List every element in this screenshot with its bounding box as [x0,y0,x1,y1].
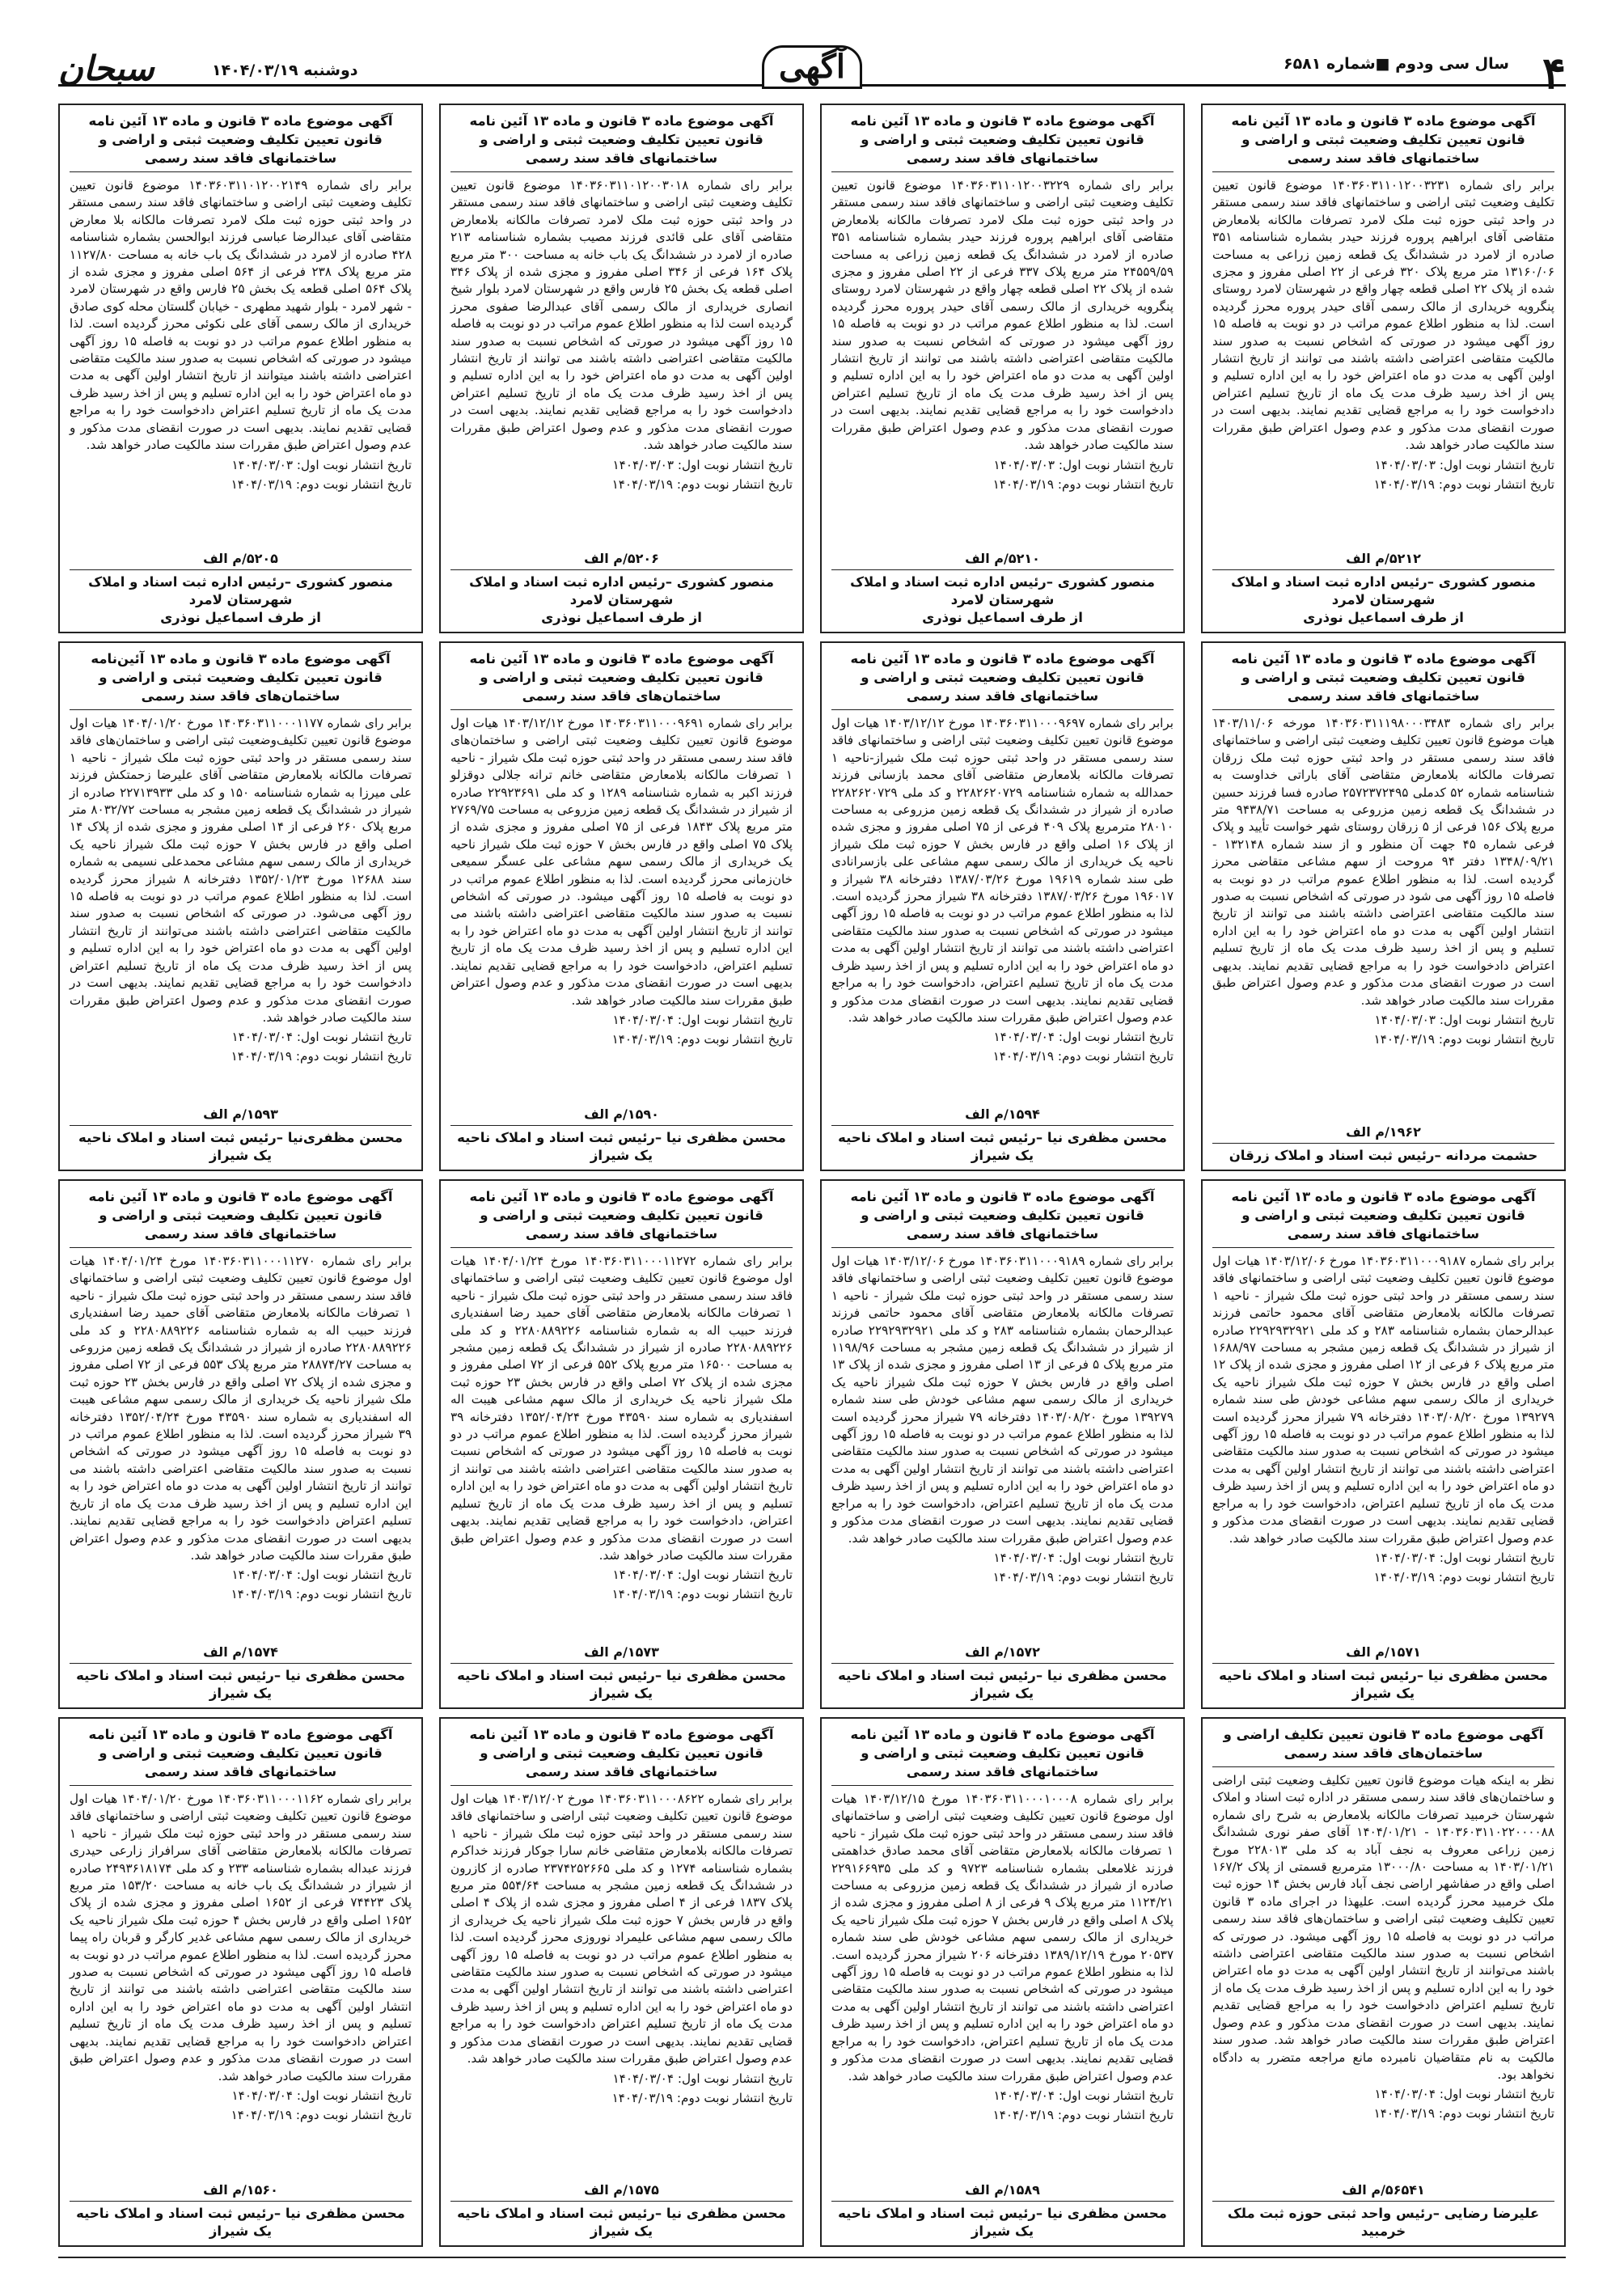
notice-box [1201,1179,1566,1709]
first-publication-date: تاریخ انتشار نوبت اول: ۱۴۰۴/۰۳/۰۴ [1374,2087,1554,2102]
notice-body: برابر رای شماره ۱۴۰۳۶۰۳۱۱۰۰۰۹۱۸۷ مورخ ۱۴۰۳/۱۲/۰۶ هیات اول موضوع قانون تعیین تکلیف وضعیت ثبتی اراضی و ساختمانهای فاقد سند رسمی مستقر در واحد ثبتی حوزه ثبت ملک شیراز - ناحیه ۱ تصرفات مالکانه بلامعارض متقاضی آقای محمود حاتمی فرزند عبدالرحمان بشماره شناسنامه ۲۸۳ و کد ملی ۲۲۹۲۹۳۲۹۲۱ صادره از شیراز در ششدانگ یک قطعه زمین مشجر به مساحت ۱۶۸۸/۹۷ متر مربع پلاک ۶ فرعی از ۱۲ اصلی مفروز و مجزی شده از پلاک ۱۲ اصلی واقع در فارس بخش ۷ حوزه ثبت ملک شیراز ناحیه یک خریداری از مالک رسمی سهم مشاعی خودش طی سند شماره ۱۳۹۲۷۹ مورخ ۱۴۰۳/۰۸/۲۰ دفترخانه ۷۹ شیراز محرز گردیده است لذا به منظور اطلاع عموم مراتب در دو نوبت به فاصله ۱۵ روز آگهی میشود در صورتی که اشخاص نسبت به صدور سند مالکیت متقاضی اعتراضی داشته باشند می توانند از تاریخ انتشار اولین آگهی به مدت دو ماه اعتراض خود را به این اداره تسلیم و پس از اخذ رسید ظرف مدت یک ماه از تاریخ تسلیم اعتراض، دادخواست خود را به مراجع قضایی تقدیم نمایند. بدیهی است در صورت انقضای مدت مذکور و عدم وصول اعتراض طبق مقررات سند مالکیت صادر خواهد شد. [1212,1254,1555,1546]
notice-body: برابر رای شماره ۱۴۰۳۶۰۳۱۱۰۰۰۹۱۸۹ مورخ ۱۴۰۳/۱۲/۰۶ هیات اول موضوع قانون تعیین تکلیف وضعیت ثبتی اراضی و ساختمانهای فاقد سند رسمی مستقر در واحد ثبتی حوزه ثبت ملک شیراز - ناحیه ۱ تصرفات مالکانه بلامعارض متقاضی آقای محمود حاتمی فرزند عبدالرحمان بشماره شناسنامه ۲۸۳ و کد ملی ۲۲۹۲۹۳۲۹۲۱ صادره از شیراز در ششدانگ یک قطعه زمین مشجر به مساحت ۱۱۹۸/۹۶ متر مربع پلاک ۵ فرعی از ۱۳ اصلی مفروز و مجزی شده از پلاک ۱۳ اصلی واقع در فارس بخش ۷ حوزه ثبت ملک شیراز ناحیه یک خریداری از مالک رسمی سهم مشاعی خودش طی سند شماره ۱۳۹۲۷۹ مورخ ۱۴۰۳/۰۸/۲۰ دفترخانه ۷۹ شیراز محرز گردیده است لذا به منظور اطلاع عموم مراتب در دو نوبت به فاصله ۱۵ روز آگهی میشود در صورتی که اشخاص نسبت به صدور سند مالکیت متقاضی اعتراضی داشته باشند می توانند از تاریخ انتشار اولین آگهی به مدت دو ماه اعتراض خود را به این اداره تسلیم و پس از اخذ رسید ظرف مدت یک ماه از تاریخ تسلیم اعتراض، دادخواست خود را به مراجع قضایی تقدیم نمایند. بدیهی است در صورت انقضای مدت مذکور و عدم وصول اعتراض طبق مقررات سند مالکیت صادر خواهد شد. [831,1254,1174,1546]
first-publication-date: تاریخ انتشار نوبت اول: ۱۴۰۴/۰۳/۰۳ [993,457,1174,472]
notice-signer: محسن مظفری نیا –رئیس ثبت اسناد و املاک ناحیه یک شیراز [831,1663,1174,1703]
notice-signer-delegate: از طرف اسماعیل نوذری [160,610,321,625]
first-publication-date: تاریخ انتشار نوبت اول: ۱۴۰۴/۰۳/۰۴ [993,1030,1174,1045]
notice-body: برابر رای شماره ۱۴۰۳۶۰۳۱۱۰۱۲۰۰۳۰۱۸ موضوع قانون تعیین تکلیف وضعیت ثبتی اراضی و ساختمانهای فاقد سند رسمی مستقر در واحد ثبتی حوزه ثبت ملک لامرد تصرفات مالکانه بلامعارض متقاضی آقای علی قائدی فرزند مصیب بشماره شناسنامه ۲۱۳ صادره از لامرد در ششدانگ یک باب خانه به مساحت ۳۰۰ متر مربع پلاک ۱۶۴ فرعی از ۳۴۶ اصلی مفروز و مجزی شده از پلاک ۳۴۶ اصلی قطعه یک بخش ۲۵ فارس واقع در شهرستان لامرد بلوار شیخ انصاری خریداری از مالک رسمی آقای عبدالرضا صفوی محرز گردیده است لذا به منظور اطلاع عموم مراتب در دو نوبت به فاصله ۱۵ روز آگهی میشود در صورتی که اشخاص نسبت به صدور سند مالکیت متقاضی اعتراضی داشته باشند می توانند از تاریخ انتشار اولین آگهی به مدت دو ماه اعتراض خود را به این اداره تسلیم و پس از اخذ رسید ظرف مدت یک ماه از تاریخ تسلیم اعتراض دادخواست خود را به مراجع قضایی تقدیم نمایند. بدیهی است در صورت انقضای مدت مذکور و عدم وصول اعتراض طبق مقررات سند مالکیت صادر خواهد شد. [450,178,793,453]
notice-signer: حشمت مردانه –رئیس ثبت اسناد و املاک زرقان [1212,1143,1554,1165]
notice-box [1201,1717,1566,2247]
notice-box [820,1717,1185,2247]
notice-body: برابر رای شماره ۱۴۰۳۶۰۳۱۱۰۱۲۰۰۳۲۲۹ موضوع قانون تعیین تکلیف وضعیت ثبتی اراضی و ساختمانهای فاقد سند رسمی مستقر در واحد ثبتی حوزه ثبت ملک لامرد تصرفات مالکانه بلامعارض متقاضی آقای ابراهیم پروره فرزند حیدر بشماره شناسنامه ۳۵۱ صادره از لامرد در ششدانگ یک قطعه زمین زراعی به مساحت ۲۴۵۵۹/۵۹ متر مربع پلاک ۳۳۷ فرعی از ۲۲ اصلی مفروز و مجزی شده از پلاک ۲۲ اصلی قطعه چهار واقع در شهرستان لامرد روستای پنگرویه خریداری از مالک رسمی آقای حیدر پروره محرز گردیده است. لذا به منظور اطلاع عموم مراتب در دو نوبت به فاصله ۱۵ روز آگهی میشود در صورتی که اشخاص نسبت به صدور سند مالکیت متقاضی اعتراضی داشته باشند می توانند از تاریخ انتشار اولین آگهی به مدت دو ماه اعتراض خود را به این اداره تسلیم و پس از اخذ رسید ظرف مدت یک ماه از تاریخ تسلیم اعتراض دادخواست خود را به مراجع قضایی تقدیم نمایند. بدیهی است در صورت انقضای مدت مذکور و عدم وصول اعتراض طبق مقررات سند مالکیت صادر خواهد شد. [831,178,1174,453]
second-publication-date: تاریخ انتشار نوبت دوم: ۱۴۰۴/۰۳/۱۹ [992,1049,1174,1064]
notice-body: برابر رای شماره ۱۴۰۳۶۰۳۱۱۱۹۸۰۰۰۳۴۸۳ مورخه ۱۴۰۳/۱۱/۰۶ هیات موضوع قانون تعیین تکلیف وضعیت ثبتی اراضی و ساختمانهای فاقد سند رسمی مستقر در واحد ثبتی حوزه ثبت ملک زرقان تصرفات مالکانه بلامعارض متقاضی آقای باراتی خداوست به شناسنامه شماره ۵۲ کدملی ۲۵۷۲۳۷۲۴۹۵ صادره فسا فرزند حسین در ششدانگ یک قطعه زمین مزروعی به مساحت ۹۴۳۸/۷۱ متر مربع پلاک ۱۵۶ فرعی از ۵ زرقان روستای شهر خواست تأیید و پلاک فرعی شماره ۴۵ جهت آن منظور و از سند شماره ۱۳۲۱۴۸ - ۱۳۴۸/۰۹/۲۱ دفتر ۹۴ مروحت از سهم مشاعی متقاضی محرز گردیده است. لذا به منظور اطلاع عموم مراتب در دو نوبت به فاصله ۱۵ روز آگهی می شود در صورتی که اشخاص نسبت به صدور سند مالکیت متقاضی اعتراضی داشته باشند می توانند از تاریخ انتشار اولین آگهی به مدت دو ماه اعتراض خود را به این اداره تسلیم و پس از اخذ رسید ظرف مدت یک ماه از تاریخ تسلیم اعتراض دادخواست خود را به مراجع قضایی تقدیم نمایند. بدیهی است در صورت انقضای مدت مذکور و عدم وصول اعتراض طبق مقررات سند مالکیت صادر خواهد شد. [1212,716,1555,1008]
first-publication-date: تاریخ انتشار نوبت اول: ۱۴۰۴/۰۳/۰۴ [993,2088,1174,2103]
notice-signer-delegate: از طرف اسماعیل نوذری [922,610,1083,625]
notice-signer: محسن مظفری نیا –رئیس ثبت اسناد و املاک ناحیه یک شیراز [831,1125,1174,1165]
notice-box [820,1179,1185,1709]
notice-signer: منصور کشوری –رئیس اداره ثبت اسناد و املاک شهرستان لامرد [831,569,1174,609]
notice-body: نظر به اینکه هیات موضوع قانون تعیین تکلیف وضعیت ثبتی اراضی و ساختمان‌های فاقد سند رسمی مستقر در اداره ثبت اسناد و املاک شهرستان خرمبید تصرفات مالکانه بلامعارض به شرح رای شماره ۱۴۰۳۶۰۳۱۱۰۲۲۰۰۰۰۸۸ - ۱۴۰۴/۰۱/۲۱ آقای صفر نوری ششدانگ زمین زراعی معروف به نجف آباد به کد ملی ۲۲۸۰۱۳ مورخ ۱۴۰۳/۰۱/۲۱ به مساحت ۱۳۰۰۰/۸۰ مترمربع قسمتی از پلاک ۱۶۷/۲ اصلی واقع در صفاشهر اراضی نجف آباد فارس بخش ۱۴ حوزه ثبت ملک خرمبید محرز گردیده است. علیهذا در اجرای ماده ۳ قانون تعیین تکلیف وضعیت ثبتی اراضی و ساختمان‌های فاقد سند رسمی مراتب در دو نوبت به فاصله ۱۵ روز آگهی میشود. در صورتی که اشخاص نسبت به صدور سند مالکیت متقاضی اعتراضی داشته باشند می‌توانند از تاریخ انتشار اولین آگهی به مدت دو ماه اعتراض خود را به این اداره تسلیم و پس از اخذ رسید ظرف مدت یک ماه از تاریخ تسلیم اعتراض دادخواست خود را به مراجع قضایی تقدیم نمایند. بدیهی است در صورت انقضای مدت مذکور و عدم وصول اعتراض طبق مقررات سند مالکیت صادر خواهد شد. صدور سند مالکیت به نام متقاضیان نامبرده مانع مراجعه متضرر به دادگاه نخواهد بود. [1212,1773,1555,2082]
issue-info: سال سی ودوم ■شماره ۶۵۸۱ [1283,55,1509,73]
notice-signer-delegate: از طرف اسماعیل نوذری [1303,610,1464,625]
issue-date: دوشنبه ۱۴۰۴/۰۳/۱۹ [212,61,358,79]
notice-signer: منصور کشوری –رئیس اداره ثبت اسناد و املاک شهرستان لامرد [70,569,412,609]
notice-box [820,104,1185,633]
second-publication-date: تاریخ انتشار نوبت دوم: ۱۴۰۴/۰۳/۱۹ [611,2090,793,2105]
notice-code: ۵۲۱۰/م الف [965,551,1040,566]
first-publication-date: تاریخ انتشار نوبت اول: ۱۴۰۴/۰۳/۰۳ [612,457,793,472]
second-publication-date: تاریخ انتشار نوبت دوم: ۱۴۰۴/۰۳/۱۹ [230,1587,412,1602]
first-publication-date: تاریخ انتشار نوبت اول: ۱۴۰۴/۰۳/۰۴ [612,1012,793,1027]
notice-code: ۱۵۷۲/م الف [965,1644,1040,1660]
notice-title: آگهی موضوع ماده ۳ قانون و ماده ۱۳ آئین نامه قانون تعیین تکلیف وضعیت ثبتی و اراضی و ساختمانهای فاقد سند رسمی [831,1187,1174,1248]
notice-body: برابر رای شماره ۱۴۰۳۶۰۳۱۱۰۰۰۹۶۹۷ مورخ ۱۴۰۳/۱۲/۱۲ هیات اول موضوع قانون تعیین تکلیف وضعیت ثبتی اراضی و ساختمانهای فاقد سند رسمی مستقر در واحد ثبتی حوزه ثبت ملک شیراز-ناحیه ۱ تصرفات مالکانه بلامعارض متقاضی آقای محمد بازسانی فرزند حمدالله به شماره شناسنامه ۲۲۸۲۶۲۰۷۲۹ و کد ملی ۲۲۸۲۶۲۰۷۲۹ صادره از شیراز در ششدانگ یک قطعه زمین مزروعی به مساحت ۲۸۰۱۰ مترمربع پلاک ۴۰۹ فرعی از ۷۵ اصلی مفروز و مجزی شده از پلاک ۱۶ اصلی واقع در فارس بخش ۷ حوزه ثبت ملک شیراز ناحیه یک خریداری از مالک رسمی سهم مشاعی علی بازسرانادی طی سند شماره ۱۹۶۱۹ مورخ ۱۳۸۷/۰۳/۲۶ دفترخانه ۳۸ شیراز و ۱۹۶۰۱۷ مورخ ۱۳۸۷/۰۳/۲۶ دفترخانه ۳۸ شیراز محرز گردیده است. لذا به منظور اطلاع عموم مراتب در دو نوبت به فاصله ۱۵ روز آگهی میشود در صورتی که اشخاص نسبت به صدور سند مالکیت متقاضی اعتراضی داشته باشند می توانند از تاریخ انتشار اولین آگهی به مدت دو ماه اعتراض خود را به این اداره تسلیم و پس از اخذ رسید ظرف مدت یک ماه از تاریخ تسلیم اعتراض، دادخواست خود را به مراجع قضایی تقدیم نمایند. بدیهی است در صورت انقضای مدت مذکور و عدم وصول اعتراض طبق مقررات سند مالکیت صادر خواهد شد. [831,716,1174,1025]
notice-box [439,641,804,1171]
second-publication-date: تاریخ انتشار نوبت دوم: ۱۴۰۴/۰۳/۱۹ [992,1569,1174,1584]
notice-title: آگهی موضوع ماده ۳ قانون تعیین تکلیف اراضی و ساختمان‌های فاقد سند رسمی [1212,1725,1554,1767]
notice-box [1201,104,1566,633]
second-publication-date: تاریخ انتشار نوبت دوم: ۱۴۰۴/۰۳/۱۹ [611,1031,793,1047]
second-publication-date: تاریخ انتشار نوبت دوم: ۱۴۰۴/۰۳/۱۹ [1373,2106,1554,2122]
notice-body: برابر رای شماره ۱۴۰۳۶۰۳۱۱۰۱۲۰۰۳۲۳۱ موضوع قانون تعیین تکلیف وضعیت ثبتی اراضی و ساختمانهای فاقد سند رسمی مستقر در واحد ثبتی حوزه ثبت ملک لامرد تصرفات مالکانه بلامعارض متقاضی آقای ابراهیم پروره فرزند حیدر بشماره شناسنامه ۳۵۱ صادره از لامرد در ششدانگ یک قطعه زمین زراعی به مساحت ۱۳۱۶۰/۰۶ متر مربع پلاک ۳۲۰ فرعی از ۲۲ اصلی مفروز و مجزی شده از پلاک ۲۲ اصلی قطعه چهار واقع در شهرستان لامرد روستای پنگرویه خریداری از مالک رسمی آقای حیدر پروره محرز گردیده است. لذا به منظور اطلاع عموم مراتب در دو نوبت به فاصله ۱۵ روز آگهی میشود در صورتی که اشخاص نسبت به صدور سند مالکیت متقاضی اعتراضی داشته باشند می توانند از تاریخ انتشار اولین آگهی به مدت دو ماه اعتراض خود را به این اداره تسلیم و پس از اخذ رسید ظرف مدت یک ماه از تاریخ تسلیم اعتراض دادخواست خود را به مراجع قضایی تقدیم نمایند. بدیهی است در صورت انقضای مدت مذکور و عدم وصول اعتراض طبق مقررات سند مالکیت صادر خواهد شد. [1212,178,1554,453]
notice-title: آگهی موضوع ماده ۳ قانون و ماده ۱۳ آئین نامه قانون تعیین تکلیف وضعیت ثبتی و اراضی و ساختمانهای فاقد سند رسمی [70,1187,412,1248]
notice-code: ۱۵۷۵/م الف [584,2182,659,2198]
notice-signer: محسن مظفری نیا –رئیس ثبت اسناد و املاک ناحیه یک شیراز [831,2201,1174,2240]
notice-signer: محسن مظفری نیا –رئیس ثبت اسناد و املاک ناحیه یک شیراز [450,1125,793,1165]
notice-code: ۱۵۷۱/م الف [1346,1644,1421,1660]
notice-signer: محسن مظفری‌نیا –رئیس ثبت اسناد و املاک ناحیه یک شیراز [70,1125,412,1165]
notice-code: ۱۵۷۳/م الف [584,1644,659,1660]
notice-code: ۵۶۵۴۱/م الف [1342,2182,1425,2198]
page-number: ۴ [1542,47,1566,99]
notice-box [439,1179,804,1709]
first-publication-date: تاریخ انتشار نوبت اول: ۱۴۰۴/۰۳/۰۴ [231,2088,412,2103]
notice-code: ۱۵۹۴/م الف [965,1106,1040,1122]
notice-box [439,104,804,633]
notice-signer: محسن مظفری نیا –رئیس ثبت اسناد و املاک ناحیه یک شیراز [70,1663,412,1703]
notice-title: آگهی موضوع ماده ۳ قانون و ماده ۱۳ آئین نامه قانون تعیین تکلیف وضعیت ثبتی و اراضی و ساختمانهای فاقد سند رسمی [1212,112,1554,172]
first-publication-date: تاریخ انتشار نوبت اول: ۱۴۰۴/۰۳/۰۴ [612,1567,793,1583]
notice-box [58,1179,423,1709]
first-publication-date: تاریخ انتشار نوبت اول: ۱۴۰۴/۰۳/۰۴ [612,2071,793,2086]
second-publication-date: تاریخ انتشار نوبت دوم: ۱۴۰۴/۰۳/۱۹ [230,476,412,492]
notice-title: آگهی موضوع ماده ۳ قانون و ماده ۱۳ آئین نامه قانون تعیین تکلیف وضعیت ثبتی و اراضی و ساختمانهای فاقد سند رسمی [450,1187,793,1248]
notice-code: ۵۲۰۶/م الف [584,551,659,566]
first-publication-date: تاریخ انتشار نوبت اول: ۱۴۰۴/۰۳/۰۳ [1374,1012,1554,1027]
second-publication-date: تاریخ انتشار نوبت دوم: ۱۴۰۴/۰۳/۱۹ [992,2107,1174,2122]
notice-title: آگهی موضوع ماده ۳ قانون و ماده ۱۳ آئین نامه قانون تعیین تکلیف وضعیت ثبتی و اراضی و ساختمانهای فاقد سند رسمی [450,112,793,172]
notice-signer: محسن مظفری نیا –رئیس ثبت اسناد و املاک ناحیه یک شیراز [70,2201,412,2240]
notice-box [58,104,423,633]
second-publication-date: تاریخ انتشار نوبت دوم: ۱۴۰۴/۰۳/۱۹ [1373,476,1554,492]
first-publication-date: تاریخ انتشار نوبت اول: ۱۴۰۴/۰۳/۰۴ [231,1567,412,1583]
second-publication-date: تاریخ انتشار نوبت دوم: ۱۴۰۴/۰۳/۱۹ [1373,1569,1554,1584]
notice-body: برابر رای شماره ۱۴۰۳۶۰۳۱۱۰۰۰۸۶۲۲ مورخ ۱۴۰۳/۱۲/۰۲ هیات اول موضوع قانون تعیین تکلیف وضعیت ثبتی اراضی و ساختمانهای فاقد سند رسمی مستقر در واحد ثبتی حوزه ثبت ملک شیراز - ناحیه ۱ تصرفات مالکانه بلامعارض متقاضی خانم سارا جوکار فرزند خداکرم بشماره شناسنامه ۱۲۷۴ و کد ملی ۲۳۷۴۲۵۲۶۶۵ صادره از کازرون در ششدانگ یک قطعه زمین مشجر به مساحت ۵۵۴/۶۴ متر مربع پلاک ۱۸۳۷ فرعی از ۴ اصلی مفروز و مجزی شده از پلاک ۴ اصلی واقع در فارس بخش ۷ حوزه ثبت ملک شیراز ناحیه یک خریداری از مالک رسمی سهم مشاعی علیمراد نوروزی محرز گردیده است. لذا به منظور اطلاع عموم مراتب در دو نوبت به فاصله ۱۵ روز آگهی میشود در صورتی که اشخاص نسبت به صدور سند مالکیت متقاضی اعتراضی داشته باشند می توانند از تاریخ انتشار اولین آگهی به مدت دو ماه اعتراض خود را به این اداره تسلیم و پس از اخذ رسید ظرف مدت یک ماه از تاریخ تسلیم اعتراض دادخواست خود را به مراجع قضایی تقدیم نمایند. بدیهی است در صورت انقضای مدت مذکور و عدم وصول اعتراض طبق مقررات سند مالکیت صادر خواهد شد. [450,1792,793,2067]
notice-title: آگهی موضوع ماده ۳ قانون و ماده ۱۳ آئین نامه قانون تعیین تکلیف وضعیت ثبتی و اراضی و ساختمان‌های فاقد سند رسمی [450,649,793,710]
section-title: آگهی [762,45,862,89]
second-publication-date: تاریخ انتشار نوبت دوم: ۱۴۰۴/۰۳/۱۹ [230,2107,412,2122]
first-publication-date: تاریخ انتشار نوبت اول: ۱۴۰۴/۰۳/۰۴ [231,1030,412,1045]
notice-body: برابر رای شماره ۱۴۰۳۶۰۳۱۱۰۰۰۱۰۰۰۸ مورخ ۱۴۰۳/۱۲/۱۵ هیات اول موضوع قانون تعیین تکلیف وضعیت ثبتی اراضی و ساختمانهای فاقد سند رسمی مستقر در واحد ثبتی حوزه ثبت ملک شیراز - ناحیه ۱ تصرفات مالکانه بلامعارض متقاضی آقای محمد صادق خداهمتی فرزند غلامعلی بشماره شناسنامه ۹۷۲۳ و کد ملی ۲۲۹۱۶۶۹۳۵ صادره از شیراز در ششدانگ یک قطعه زمین مزروعی به مساحت ۱۱۲۴/۲۱ متر مربع پلاک ۹ فرعی از ۸ اصلی مفروز و مجزی شده از پلاک ۸ اصلی واقع در فارس بخش ۷ حوزه ثبت ملک شیراز ناحیه یک خریداری از مالک رسمی سهم مشاعی خودش طی سند شماره ۲۰۵۳۷ مورخ ۱۳۸۹/۱۲/۱۹ دفترخانه ۲۰۶ شیراز محرز گردیده است. لذا به منظور اطلاع عموم مراتب در دو نوبت به فاصله ۱۵ روز آگهی میشود در صورتی که اشخاص نسبت به صدور سند مالکیت متقاضی اعتراضی داشته باشند می توانند از تاریخ انتشار اولین آگهی به مدت دو ماه اعتراض خود را به این اداره تسلیم و پس از اخذ رسید ظرف مدت یک ماه از تاریخ تسلیم اعتراض، دادخواست خود را به مراجع قضایی تقدیم نمایند. بدیهی است در صورت انقضای مدت مذکور و عدم وصول اعتراض طبق مقررات سند مالکیت صادر خواهد شد. [831,1792,1174,2084]
notice-code: ۱۵۷۴/م الف [203,1644,278,1660]
notice-body: برابر رای شماره ۱۴۰۳۶۰۳۱۱۰۰۰۱۱۶۲ مورخ ۱۴۰۴/۰۱/۲۰ هیات اول موضوع قانون تعیین تکلیف وضعیت ثبتی اراضی و ساختمانهای فاقد سند رسمی مستقر در واحد ثبتی حوزه ثبت ملک شیراز - ناحیه ۱ تصرفات مالکانه بلامعارض متقاضی آقای سرافراز زارعی حیدری فرزند عبداله بشماره شناسنامه ۲۳۳ و کد ملی ۲۴۹۳۶۱۸۱۷۴ صادره از شیراز در ششدانگ یک باب خانه به مساحت ۱۵۳/۲۰ متر مربع پلاک ۷۴۴۲۳ فرعی از ۱۶۵۲ اصلی مفروز و مجزی شده از پلاک ۱۶۵۲ اصلی واقع در فارس بخش ۴ حوزه ثبت ملک شیراز ناحیه یک خریداری از مالک رسمی سهم مشاعی غدیر کارگر و قربان راه پیما محرز گردیده است. لذا به منظور اطلاع عموم مراتب در دو نوبت به فاصله ۱۵ روز آگهی میشود در صورتی که اشخاص نسبت به صدور سند مالکیت متقاضی اعتراضی داشته باشند می توانند از تاریخ انتشار اولین آگهی به مدت دو ماه اعتراض خود را به این اداره تسلیم و پس از اخذ رسید ظرف مدت یک ماه از تاریخ تسلیم اعتراض دادخواست خود را به مراجع قضایی تقدیم نمایند. بدیهی است در صورت انقضای مدت مذکور و عدم وصول اعتراض طبق مقررات سند مالکیت صادر خواهد شد. [70,1792,412,2084]
notice-signer: محسن مظفری نیا –رئیس ثبت اسناد و املاک ناحیه یک شیراز [450,2201,793,2240]
notice-code: ۵۲۰۵/م الف [203,551,278,566]
notice-signer: علیرضا رضایی –رئیس واحد ثبتی حوزه ثبت ملک خرمبید [1212,2201,1554,2240]
notice-title: آگهی موضوع ماده ۳ قانون و ماده ۱۳ آئین نامه قانون تعیین تکلیف وضعیت ثبتی و اراضی و ساختمانهای فاقد سند رسمی [450,1725,793,1786]
notice-signer-delegate: از طرف اسماعیل نوذری [541,610,702,625]
second-publication-date: تاریخ انتشار نوبت دوم: ۱۴۰۴/۰۳/۱۹ [611,476,793,492]
notice-body: برابر رای شماره ۱۴۰۳۶۰۳۱۱۰۰۰۹۶۹۱ مورخ ۱۴۰۳/۱۲/۱۲ هیات اول موضوع قانون تعیین تکلیف وضعیت ثبتی اراضی و ساختمان‌های فاقد سند رسمی مستقر در واحد ثبتی حوزه ثبت ملک شیراز - ناحیه ۱ تصرفات مالکانه بلامعارض متقاضی خانم ترانه جلالی دوقزلو فرزند اکبر به شماره شناسنامه ۱۲۸۹ و کد ملی ۲۲۹۲۳۶۹۱ صادره از شیراز در ششدانگ یک قطعه زمین مزروعی به مساحت ۲۷۶۹/۷۵ متر مربع پلاک ۱۸۴۳ فرعی از ۷۵ اصلی مفروز و مجزی شده از پلاک ۷۵ اصلی واقع در فارس بخش ۷ حوزه ثبت ملک شیراز ناحیه یک خریداری از مالک رسمی سهم مشاعی علی عسگر سمیعی خان‌زمانی محرز گردیده است. لذا به منظور اطلاع عموم مراتب در دو نوبت به فاصله ۱۵ روز آگهی میشود. در صورتی که اشخاص نسبت به صدور سند مالکیت متقاضی اعتراضی داشته باشند می توانند از تاریخ انتشار اولین آگهی به مدت دو ماه اعتراض خود را به این اداره تسلیم و پس از اخذ رسید ظرف مدت یک ماه از تاریخ تسلیم اعتراض، دادخواست خود را به مراجع قضایی تقدیم نمایند. بدیهی است در صورت انقضای مدت مذکور و عدم وصول اعتراض طبق مقررات سند مالکیت صادر خواهد شد. [450,716,793,1008]
notice-signer: محسن مظفری نیا –رئیس ثبت اسناد و املاک ناحیه یک شیراز [1212,1663,1554,1703]
notice-title: آگهی موضوع ماده ۳ قانون و ماده ۱۳ آئین نامه قانون تعیین تکلیف وضعیت ثبتی و اراضی و ساختمانهای فاقد سند رسمی [1212,1187,1554,1248]
notice-box [1201,641,1566,1171]
notice-code: ۱۵۶۰/م الف [203,2182,278,2198]
notice-signer: منصور کشوری –رئیس اداره ثبت اسناد و املاک شهرستان لامرد [1212,569,1554,609]
page-header [58,47,1566,102]
first-publication-date: تاریخ انتشار نوبت اول: ۱۴۰۴/۰۳/۰۳ [1374,457,1554,472]
newspaper-logo: سبحان [58,49,154,88]
notice-body: برابر رای شماره ۱۴۰۳۶۰۳۱۱۰۰۰۱۱۲۷۰ مورخ ۱۴۰۴/۰۱/۲۴ هیات اول موضوع قانون تعیین تکلیف وضعیت ثبتی اراضی و ساختمانهای فاقد سند رسمی مستقر در واحد ثبتی حوزه ثبت ملک شیراز - ناحیه ۱ تصرفات مالکانه بلامعارض متقاضی آقای حمید رضا اسفندیاری فرزند حبیب اله به شماره شناسنامه ۲۲۸۰۸۸۹۲۲۶ و کد ملی ۲۲۸۰۸۸۹۲۲۶ صادره از شیراز در ششدانگ یک قطعه زمین مزروعی به مساحت ۲۸۸۷۴/۲۷ متر مربع پلاک ۵۵۳ فرعی از ۷۲ اصلی مفروز و مجزی شده از پلاک ۷۲ اصلی واقع در فارس بخش ۲۳ حوزه ثبت ملک شیراز ناحیه یک خریداری از مالک رسمی سهم مشاعی هیبت اله اسفندیاری به شماره سند ۴۳۵۹۰ مورخ ۱۳۵۲/۰۴/۲۴ دفترخانه ۳۹ شیراز محرز گردیده است. لذا به منظور اطلاع عموم مراتب در دو نوبت به فاصله ۱۵ روز آگهی میشود در صورتی که اشخاص نسبت به صدور سند مالکیت متقاضی اعتراضی داشته باشند می توانند از تاریخ انتشار اولین آگهی به مدت دو ماه اعتراض خود را به این اداره تسلیم و پس از اخذ رسید ظرف مدت یک ماه از تاریخ تسلیم اعتراض دادخواست خود را به مراجع قضایی تقدیم نمایند. بدیهی است در صورت انقضای مدت مذکور و عدم وصول اعتراض طبق مقررات سند مالکیت صادر خواهد شد. [70,1254,412,1563]
notice-code: ۱۵۹۳/م الف [203,1106,278,1122]
second-publication-date: تاریخ انتشار نوبت دوم: ۱۴۰۴/۰۳/۱۹ [230,1049,412,1064]
notice-signer: منصور کشوری –رئیس اداره ثبت اسناد و املاک شهرستان لامرد [450,569,793,609]
second-publication-date: تاریخ انتشار نوبت دوم: ۱۴۰۴/۰۳/۱۹ [1373,1031,1554,1047]
second-publication-date: تاریخ انتشار نوبت دوم: ۱۴۰۴/۰۳/۱۹ [611,1587,793,1602]
notice-title: آگهی موضوع ماده ۳ قانون و ماده ۱۳ آئین نامه قانون تعیین تکلیف وضعیت ثبتی و اراضی و ساختمانهای فاقد سند رسمی [831,649,1174,710]
notice-body: برابر رای شماره ۱۴۰۳۶۰۳۱۱۰۰۰۱۱۲۷۲ مورخ ۱۴۰۴/۰۱/۲۴ هیات اول موضوع قانون تعیین تکلیف وضعیت ثبتی اراضی و ساختمانهای فاقد سند رسمی مستقر در واحد ثبتی حوزه ثبت ملک شیراز - ناحیه ۱ تصرفات مالکانه بلامعارض متقاضی آقای حمید رضا اسفندیاری فرزند حبیب اله به شماره شناسنامه ۲۲۸۰۸۸۹۲۲۶ و کد ملی ۲۲۸۰۸۸۹۲۲۶ صادره از شیراز در ششدانگ یک قطعه زمین مشجر به مساحت ۱۶۵۰۰ متر مربع پلاک ۵۵۲ فرعی از ۷۲ اصلی مفروز و مجزی شده از پلاک ۷۲ اصلی واقع در فارس بخش ۲۳ حوزه ثبت ملک شیراز ناحیه یک خریداری از مالک سهم مشاعی هیبت اله اسفندیاری به شماره سند ۴۳۵۹۰ مورخ ۱۳۵۲/۰۴/۲۴ دفترخانه ۳۹ شیراز محرز گردیده است. لذا به منظور اطلاع عموم مراتب در دو نوبت به فاصله ۱۵ روز آگهی میشود در صورتی که اشخاص نسبت به صدور سند مالکیت متقاضی اعتراضی داشته باشند می توانند از تاریخ انتشار اولین آگهی به مدت دو ماه اعتراض خود را به این اداره تسلیم و پس از اخذ رسید ظرف مدت یک ماه از تاریخ تسلیم اعتراض، دادخواست خود را به مراجع قضایی تقدیم نمایند. بدیهی است در صورت انقضای مدت مذکور و عدم وصول اعتراض طبق مقررات سند مالکیت صادر خواهد شد. [450,1254,793,1563]
notice-code: ۱۹۶۲/م الف [1346,1124,1421,1140]
notice-code: ۱۵۹۰/م الف [584,1106,659,1122]
notice-title: آگهی موضوع ماده ۳ قانون و ماده ۱۳ آئین نامه قانون تعیین تکلیف وضعیت ثبتی و اراضی و ساختمانهای فاقد سند رسمی [831,1725,1174,1786]
notice-box [58,1717,423,2247]
notice-title: آگهی موضوع ماده ۳ قانون و ماده ۱۳ آئین نامه قانون تعیین تکلیف وضعیت ثبتی و اراضی و ساختمانهای فاقد سند رسمی [70,1725,412,1786]
notice-body: برابر رای شماره ۱۴۰۳۶۰۳۱۱۰۰۰۱۱۷۷ مورخ ۱۴۰۴/۰۱/۲۰ هیات اول موضوع قانون تعیین تکلیف‌وضعیت ثبتی اراضی و ساختمان‌های فاقد سند رسمی مستقر در واحد ثبتی حوزه ثبت ملک شیراز - ناحیه ۱ تصرفات مالکانه بلامعارض متقاضی آقای علیرضا زحمتکش فرزند علی میرزا به شماره شناسنامه ۱۵۰ و کد ملی ۲۲۷۱۳۹۳۳ صادره از شیراز در ششدانگ یک قطعه زمین مشجر به مساحت ۸۰۳۲/۷۲ متر مربع پلاک ۲۶۰ فرعی از ۱۴ اصلی مفروز و مجزی شده از پلاک ۱۴ اصلی واقع در فارس بخش ۷ حوزه ثبت ملک شیراز ناحیه یک خریداری از مالک رسمی سهم مشاعی محمدعلی نسیمی به شماره سند ۱۲۶۸۸ مورخ ۱۳۵۲/۰۱/۲۳ دفترخانه ۸ شیراز محرز گردیده است. لذا به منظور اطلاع عموم مراتب در دو نوبت به فاصله ۱۵ روز آگهی می‌شود. در صورتی که اشخاص نسبت به صدور سند مالکیت متقاضی اعتراضی داشته باشند می‌توانند از تاریخ انتشار اولین آگهی به مدت دو ماه اعتراض خود را به این اداره تسلیم و پس از اخذ رسید ظرف مدت یک ماه از تاریخ تسلیم اعتراض دادخواست خود را به مراجع قضایی تقدیم نمایند. بدیهی است در صورت انقضای مدت مذکور و عدم وصول اعتراض طبق مقررات سند مالکیت صادر خواهد شد. [70,716,412,1025]
second-publication-date: تاریخ انتشار نوبت دوم: ۱۴۰۴/۰۳/۱۹ [992,476,1174,492]
notice-code: ۵۲۱۲/م الف [1346,551,1421,566]
notice-code: ۱۵۸۹/م الف [965,2182,1040,2198]
notice-box [439,1717,804,2247]
first-publication-date: تاریخ انتشار نوبت اول: ۱۴۰۴/۰۳/۰۴ [993,1550,1174,1565]
footer-rule [58,2257,1566,2258]
ads-grid [58,104,1566,2247]
first-publication-date: تاریخ انتشار نوبت اول: ۱۴۰۴/۰۳/۰۴ [1374,1550,1554,1565]
notice-title: آگهی موضوع ماده ۳ قانون و ماده ۱۳ آئین‌نامه قانون تعیین تکلیف وضعیت ثبتی و اراضی و ساختمان‌های فاقد سند رسمی [70,649,412,710]
notice-signer: محسن مظفری نیا –رئیس ثبت اسناد و املاک ناحیه یک شیراز [450,1663,793,1703]
notice-title: آگهی موضوع ماده ۳ قانون و ماده ۱۳ آئین نامه قانون تعیین تکلیف وضعیت ثبتی و اراضی و ساختمانهای فاقد سند رسمی [70,112,412,172]
first-publication-date: تاریخ انتشار نوبت اول: ۱۴۰۴/۰۳/۰۳ [231,457,412,472]
notice-box [820,641,1185,1171]
notice-box [58,641,423,1171]
notice-title: آگهی موضوع ماده ۳ قانون و ماده ۱۳ آئین نامه قانون تعیین تکلیف وضعیت ثبتی و اراضی و ساختمانهای فاقد سند رسمی [831,112,1174,172]
notice-body: برابر رای شماره ۱۴۰۳۶۰۳۱۱۰۱۲۰۰۲۱۴۹ موضوع قانون تعیین تکلیف وضعیت ثبتی اراضی و ساختمانهای فاقد سند رسمی مستقر در واحد ثبتی حوزه ثبت ملک لامرد تصرفات مالکانه بلا معارض متقاضی آقای عبدالرضا عباسی فرزند ابوالحسن بشماره شناسنامه ۴۲۸ صادره از لامرد در ششدانگ یک باب خانه به مساحت ۱۱۲۷/۸۰ متر مربع پلاک ۲۳۸ فرعی از ۵۶۴ اصلی مفروز و مجزی شده از پلاک ۵۶۴ اصلی قطعه یک بخش ۲۵ فارس واقع در شهرستان لامرد - شهر لامرد - بلوار شهید مطهری - خیابان گلستان محله کوی صادق خریداری از مالک رسمی آقای علی نکوئی محرز گردیده است. لذا به منظور اطلاع عموم مراتب در دو نوبت به فاصله ۱۵ روز آگهی میشود در صورتی که اشخاص نسبت به صدور سند مالکیت متقاضی اعتراضی داشته باشند میتوانند از تاریخ انتشار اولین آگهی به مدت دو ماه اعتراض خود را به این اداره تسلیم و پس از اخذ رسید ظرف مدت یک ماه از تاریخ تسلیم اعتراض دادخواست خود را به مراجع قضایی تقدیم نمایند. بدیهی است در صورت انقضای مدت مذکور و عدم وصول اعتراض طبق مقررات سند مالکیت صادر خواهد شد. [70,178,412,453]
notice-title: آگهی موضوع ماده ۳ قانون و ماده ۱۳ آئین نامه قانون تعیین تکلیف وضعیت ثبتی و اراضی و ساختمانهای فاقد سند رسمی [1212,649,1554,710]
